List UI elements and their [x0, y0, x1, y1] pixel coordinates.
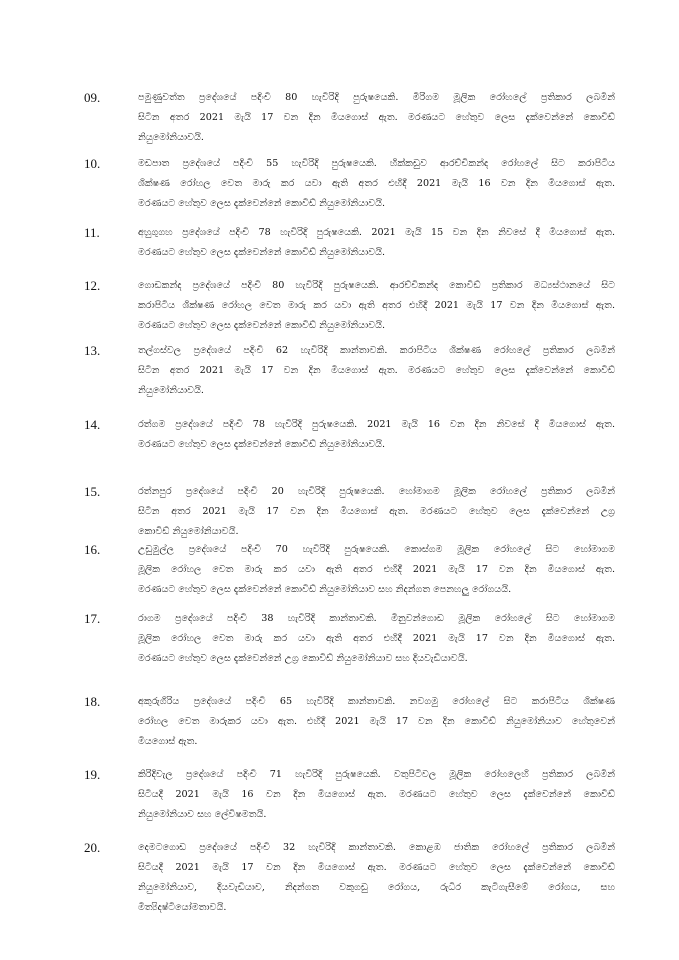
item-text-line: මියගොස් ඇත. — [138, 736, 198, 747]
item-number: 13. — [84, 343, 101, 358]
item-text-line: දෙමටගොඩ ප්‍රදේශයේ පදිංචි 32 හැවිරිදි කාන්තාවකි. කොළඹ ජාතික රෝහලේ ප්‍රතිකාර ලබමින් — [138, 842, 615, 853]
item-number: 10. — [84, 156, 101, 171]
item-text-line: සිටින අතර 2021 මැයි 17 වන දින මියගොස් ඇත. මරණයට හේතුව ලෙස දැක්වෙන්නේ උග්‍ර — [138, 506, 615, 517]
item-text — [138, 223, 615, 263]
item-text — [138, 838, 615, 918]
item-number: 19. — [84, 767, 101, 782]
item-text-line: නියුමෝනියාව සහ ලේවිෂමතයි. — [138, 809, 267, 820]
item-text-line: රෝහල වෙත මාරුකර යවා ඇත. එහිදී 2021 මැයි 17 වන දින කොවිඩ් නියුමෝනියාව හේතුවෙන් — [138, 716, 615, 727]
item-text-line: උඩුමුල්ල ප්‍රදේශයේ පදිංචි 70 හැවිරිදි පුරුෂයෙකි. කොස්ගම මූලික රෝහලේ සිට හෝමාගම — [138, 544, 615, 555]
item-text-line: රත්නපුර ප්‍රදේශයේ පදිංචි 20 හැවිරිදි පුරුෂයෙකි. හෝමාගම මූලික රෝහලේ ප්‍රතිකාර ලබමින් — [138, 486, 615, 497]
item-text-line: කිරිදිවැල ප්‍රදේශයේ පදිංචි 71 හැවිරිදි පුරුෂයෙකි. වතුපිටිවල මූලික රෝහලෙහි ප්‍රතිකාර ලබමින් — [138, 769, 615, 780]
item-number: 11. — [84, 225, 100, 240]
item-number: 12. — [84, 278, 101, 293]
item-number: 17. — [84, 611, 101, 626]
item-text — [138, 276, 615, 336]
item-text-line: මඩපාත ප්‍රදේශයේ පදිංචි 55 හැවිරිදි පුරුෂයෙකි. හික්කඩුව ආරච්චිකන්ද රෝහලේ සිට කරාපිටිය — [138, 158, 615, 169]
item-text — [138, 154, 615, 214]
item-text-line: සිටියදී 2021 මැයි 16 වන දින මියගොස් ඇත. මරණයට හේතුව ලෙස දැක්වෙන්නේ කොවිඩ් — [138, 789, 615, 800]
item-text-line: මූලික රෝහල වෙත මාරු කර යවා ඇති අතර එහිදී 2021 මැයි 17 වන දින මියගොස් ඇත. — [138, 633, 615, 644]
item-text-line: කොවිඩ් නියුමෝනියාවයි. — [138, 526, 239, 537]
item-text-line: මිත්‍යිදෂ්ටියෝමතාවයි. — [138, 902, 227, 913]
item-text-line: නියුමෝනියාවයි. — [138, 132, 204, 143]
item-text — [138, 692, 615, 752]
item-text-line: තල්ගස්වල ප්‍රදේශයේ පදිංචි 62 හැවිරිදි කාන්තාවකි. කරාපිටිය ශික්ෂණ රෝහලේ ප්‍රතිකාර ලබමින් — [138, 345, 615, 356]
item-text-line: අහුගුගහ ප්‍රදේශයේ පදිංචි 78 හැවිරිදි පුරුෂයෙකි. 2021 මැයි 15 වන දින නිවසේ දී මියගොස් ඇත. — [138, 227, 615, 238]
item-number: 16. — [84, 542, 101, 557]
item-text-line: මරණයට හේතුව ලෙස දැක්වෙන්නේ උග්‍ර කොවිඩ් නියුමෝනියාව සහ දියවැඩියාවයි. — [138, 653, 468, 664]
item-text-line: අකුරුගිරිය ප්‍රදේශයේ පදිංචි 65 හැවිරිදි කාන්තාවකි. නවගමු රෝහලේ සිට කරාපිටිය ශික්ෂණ — [138, 696, 615, 707]
item-text-line: රාගම ප්‍රදේශයේ පදිංචි 38 හැවිරිදි කාන්තාවකි. මීනුවන්ගොඩ මූලික රෝහලේ සිට හෝමාගම — [138, 613, 615, 624]
item-text-line: කරාපිටිය ශික්ෂණ රෝහල වෙත මාරු කර යවා ඇති අතර එහිදී 2021 මැයි 17 වන දින මියගොස් ඇත. — [138, 300, 615, 311]
item-text-line: මරණයට හේතුව ලෙස දැක්වෙන්නේ කොවිඩ් නියුමෝනියාවයි. — [138, 198, 386, 209]
item-text-line: සිටින අතර 2021 මැයි 17 වන දින මියගොස් ඇත. මරණයට හේතුව ලෙස දැක්වෙන්නේ කොවිඩ් — [138, 112, 615, 123]
item-text — [138, 609, 615, 669]
item-text-line: නියුමෝනියාව, දියවැඩියාව, නිදන්ගත වකුගඩු රෝගය, රුධිර කැටිගැසීමේ රෝගය, සහ — [138, 882, 615, 893]
item-text — [138, 415, 615, 455]
item-text — [138, 341, 615, 401]
item-text-line: මරණයට හේතුව ලෙස දැක්වෙන්නේ කොවිඩ් නියුමෝනියාවයි. — [138, 247, 386, 258]
item-text-line: මරණයට හේතුව ලෙස දැක්වෙන්නේ කොවිඩ් නියුමෝනියාවයි. — [138, 320, 386, 331]
item-text-line: ගොඩකන්ද ප්‍රදේශයේ පදිංචි 80 හැවිරිදි පුරුෂයෙකි. ආරච්චිකන්ද කොවිඩ් ප්‍රතිකාර මධ්‍යස්ථානයේ සිට — [138, 280, 615, 291]
item-text — [138, 482, 615, 542]
item-number: 15. — [84, 484, 101, 499]
item-text-line: ශික්ෂණ රෝහල වෙත මාරු කර යවා ඇති අතර එහිදී 2021 මැයි 16 වන දින මියගොස් ඇත. — [138, 178, 615, 189]
item-text — [138, 540, 615, 600]
item-text-line: පමුණුවත්ත ප්‍රදේශයේ පදිංචි 80 හැවිරිදි පුරුෂයෙකි. මීරිගම මූලික රෝහලේ ප්‍රතිකාර ලබමින් — [138, 92, 615, 103]
item-number: 14. — [84, 417, 101, 432]
item-text-line: සිටින අතර 2021 මැයි 17 වන දින මියගොස් ඇත. මරණයට හේතුව ලෙස දැක්වෙන්නේ කොවිඩ් — [138, 365, 615, 376]
item-number: 20. — [84, 840, 101, 855]
item-text-line: මූලික රෝහල වෙත මාරු කර යවා ඇති අතර එහිදී 2021 මැයි 17 වන දින මියගොස් ඇත. — [138, 564, 615, 575]
item-text-line: මරණයට හේතුව ලෙස දැක්වෙන්නේ කොවිඩ් නියුමෝනියාව සහ නිදන්ගත පෙනහලු රෝගයයි. — [138, 584, 512, 595]
item-text-line: සිටියදී 2021 මැයි 17 වන දින මියගොස් ඇත. මරණයට හේතුව ලෙස දැක්වෙන්නේ කොවිඩ් — [138, 862, 615, 873]
item-text — [138, 765, 615, 825]
item-text-line: නියුමෝනියාවයි. — [138, 385, 204, 396]
item-text-line: රත්ගම ප්‍රදේශයේ පදිංචි 78 හැවිරිදි පුරුෂයෙකි. 2021 මැයි 16 වන දින නිවසේ දී මියගොස් ඇත. — [138, 419, 615, 430]
item-number: 09. — [84, 90, 101, 105]
item-text — [138, 88, 615, 148]
item-text-line: මරණයට හේතුව ලෙස දැක්වෙන්නේ කොවිඩ් නියුමෝනියාවයි. — [138, 439, 386, 450]
item-number: 18. — [84, 694, 101, 709]
